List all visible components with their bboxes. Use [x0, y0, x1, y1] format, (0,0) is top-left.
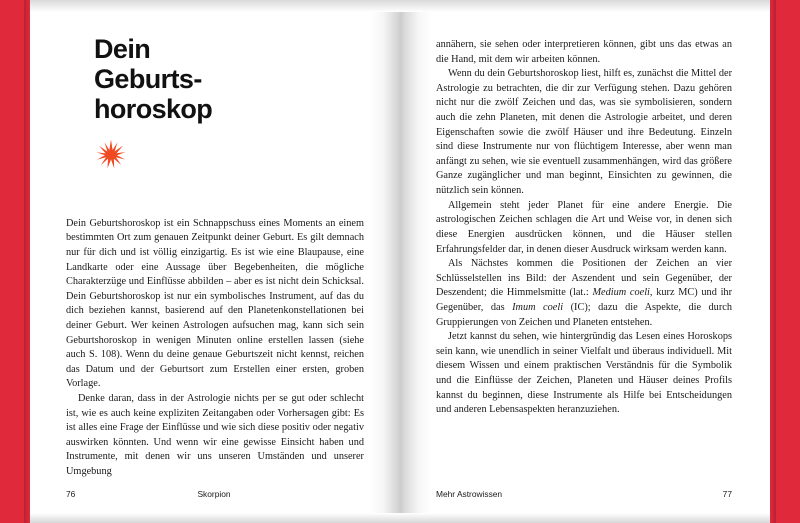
page-block-top-edge	[30, 0, 770, 12]
page-block-bottom-edge	[30, 513, 770, 523]
page-title	[94, 34, 309, 125]
paragraph: annähern, sie sehen oder interpretieren können, gibt uns das etwas an die Hand, mit dem wir arbeiten können.	[436, 39, 732, 65]
right-page	[402, 0, 770, 523]
paragraph-with-italics	[436, 257, 732, 330]
paragraph: Jetzt kannst du sehen, wie hintergründig das Lesen eines Horoskops sein kann, wie unendlich in seiner Vielfalt und überaus individuell. Mit diesem Wissen und einem praktischen Verständnis für die Symbolik und die Einflüsse der Zeichen, Planeten und Häuser deines Profils kannst du beginnen, diese Instrumente als Hilfe bei Entscheidungen und anderen Lebensaspekten heranzuziehen.	[436, 331, 732, 416]
left-running-head: Skorpion	[197, 489, 231, 499]
starburst-icon	[96, 139, 126, 169]
left-page-body	[66, 217, 364, 480]
page-title-line-1: Dein	[94, 34, 151, 64]
paragraph: Allgemein steht jeder Planet für eine andere Energie. Die astrologischen Zeichen schlagen die Art und Weise vor, in denen sich diese Energien ausdrücken können, und die Häuser stellen Erfahrungsfelder dar, in denen dieser Ausdruck wirksam werden kann.	[436, 199, 732, 255]
paragraph-text: Als Nächstes kommen die Positionen der Zeichen an vier Schlüsselstellen ins Bild: der Aszendent und sein Gegenüber, der Deszendent; die Himmelsmitte (lat.: Medium coeli, kurz MC) und ihr Gegenüber, das Imum coeli (IC); dazu die Aspekte, die durch Gruppierungen von Zeichen und Planeten entstehen.	[436, 258, 733, 328]
paragraph: Dein Geburtshoroskop ist ein Schnappschuss eines Moments an einem bestimmten Ort zum genauen Zeitpunkt deiner Geburt. Es gilt demnach nur für dich und ist völlig einzigartig. Es ist wie eine Blaupause, eine Landkarte oder eine Aussage über Begebenheiten, die mögliche Charakterzüge und Einflüsse abbilden – aber es ist nicht dein Schicksal. Dein Geburtshoroskop ist nur ein symbolisches Instrument, auf das du dich beziehen kannst, basierend auf den Planetenkonstellationen bei deiner Geburt. Wer keinen Astrologen aufsuchen mag, kann sich sein Geburtshoroskop in wenigen Minuten online erstellen lassen (siehe auch S. 108). Wenn du deine genaue Geburtszeit nicht kennst, reichen das Datum und der Geburtsort zum Erstellen einer ersten, groben Vorlage.	[66, 217, 364, 390]
paragraph: Denke daran, dass in der Astrologie nichts per se gut oder schlecht ist, wie es auch keine expliziten Zeitangaben oder Vorhersagen gibt: Es ist alles eine Frage der Einflüsse und wie sich diese positiv oder negativ auswirken könnten. Und wenn wir eine gewisse Einsicht haben und Instrumente, mit denen wir uns unseren Umständen und unserer Umgebung	[66, 393, 364, 478]
left-page	[30, 0, 398, 523]
page-title-line-2: Geburts-	[94, 64, 202, 95]
right-running-head: Mehr Astrowissen	[436, 489, 503, 499]
left-page-number: 76	[66, 489, 76, 499]
right-page-number: 77	[722, 489, 732, 499]
book-cover-right-edge	[770, 0, 800, 523]
book-cover-left-edge	[0, 0, 30, 523]
right-page-body	[436, 38, 732, 418]
page-title-line-3: horoskop	[94, 94, 213, 125]
paragraph: Wenn du dein Geburtshoroskop liest, hilft es, zunächst die Mittel der Astrologie zu betrachten, die dir zur Verfügung stehen. Dazu gehören nicht nur die zwölf Zeichen und das, was sie symbolisieren, sondern auch die zehn Planeten, mit denen die Astrologie arbeitet, und deren Eigenschaften sowie die zwölf Häuser und ihre Bedeutung. Einzeln sind diese Instrumente nur von flüchtigem Interesse, aber wenn man anfängt zu sehen, wie sie eventuell zusammenhängen, wird das größere Ganze zugänglicher und man beginnt, Einsichten zu gewinnen, die nützlich sein können.	[436, 68, 732, 197]
